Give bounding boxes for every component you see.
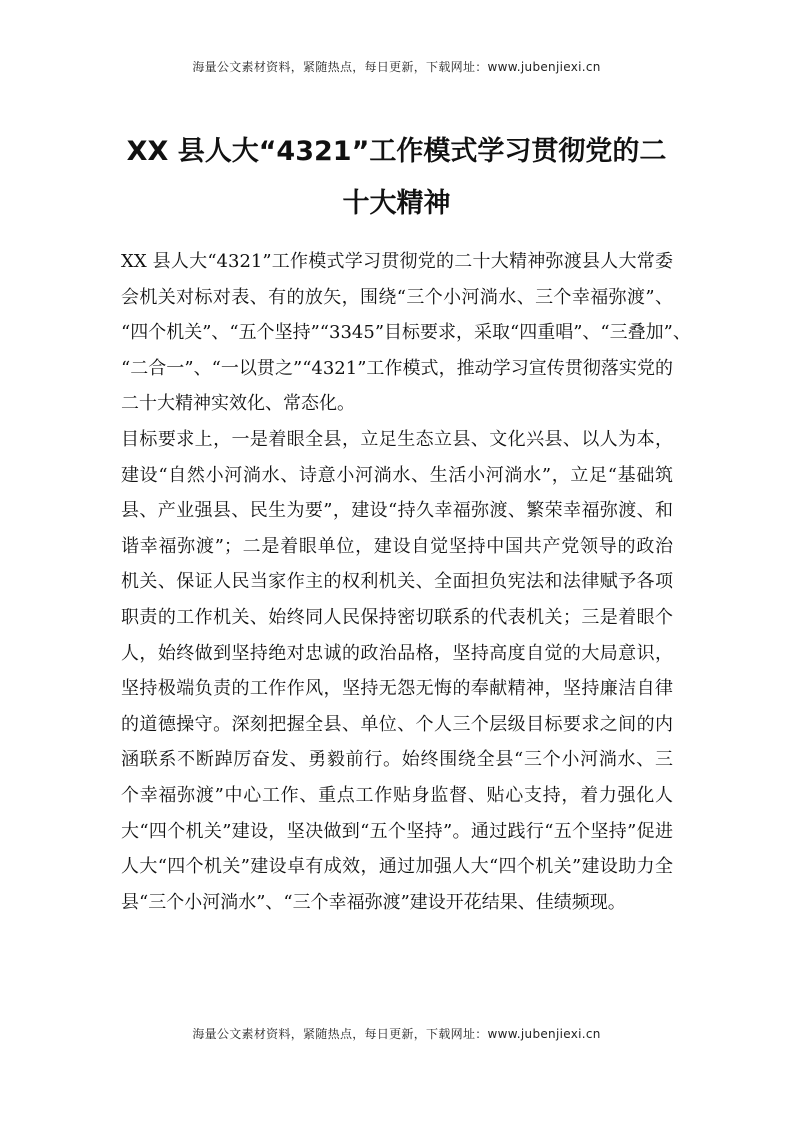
paragraph-line: 职责的工作机关、始终同人民保持密切联系的代表机关；三是着眼个 [121, 606, 673, 628]
paragraph-line: 涵联系不断踔厉奋发、勇毅前行。始终围绕全县“三个小河淌水、三 [121, 749, 673, 771]
paragraph-line: 人大“四个机关”建设卓有成效，通过加强人大“四个机关”建设助力全 [121, 856, 673, 878]
page-header [0, 58, 793, 75]
paragraph-line: 县“三个小河淌水”、“三个幸福弥渡”建设开花结果、佳绩频现。 [121, 891, 626, 913]
paragraph-line: 建设“自然小河淌水、诗意小河淌水、生活小河淌水”，立足“基础筑 [121, 464, 673, 486]
header-text: 海量公文素材资料，紧随热点，每日更新，下载网址： [192, 60, 488, 74]
paragraph-line: “二合一”、“一以贯之”“4321”工作模式，推动学习宣传贯彻落实党的 [121, 357, 673, 379]
paragraph-line: 坚持极端负责的工作作风，坚持无怨无悔的奉献精神，坚持廉洁自律 [121, 678, 673, 700]
paragraph-line: 谐幸福弥渡”；二是着眼单位，建设自觉坚持中国共产党领导的政治 [121, 535, 673, 557]
paragraph-line: XX 县人大“4321”工作模式学习贯彻党的二十大精神弥渡县人大常委 [121, 251, 673, 272]
paragraph-line: 二十大精神实效化、常态化。 [121, 393, 355, 415]
paragraph-line: 目标要求上，一是着眼全县，立足生态立县、文化兴县、以人为本， [121, 428, 673, 450]
paragraph-line: 机关、保证人民当家作主的权利机关、全面担负宪法和法律赋予各项 [121, 571, 673, 593]
paragraph-line: 个幸福弥渡”中心工作、重点工作贴身监督、贴心支持，着力强化人 [121, 784, 673, 806]
paragraph-line: 会机关对标对表、有的放矢，围绕“三个小河淌水、三个幸福弥渡”、 [121, 286, 673, 308]
document-body [121, 244, 691, 920]
paragraph-line: 县、产业强县、民生为要”，建设“持久幸福弥渡、繁荣幸福弥渡、和 [121, 500, 673, 522]
header-url: www.jubenjiexi.cn [487, 60, 601, 74]
page-footer [0, 1025, 793, 1042]
paragraph-line: 人，始终做到坚持绝对忠诚的政治品格，坚持高度自觉的大局意识， [121, 642, 673, 664]
paragraph-line: 的道德操守。深刻把握全县、单位、个人三个层级目标要求之间的内 [121, 713, 673, 735]
paragraph-line: “四个机关”、“五个坚持”“3345”目标要求，采取“四重唱”、“三叠加”、 [121, 322, 691, 344]
paragraph-line: 大“四个机关”建设，坚决做到“五个坚持”。通过践行“五个坚持”促进 [121, 820, 673, 842]
title-line-2: 十大精神 [342, 188, 451, 219]
paragraph-1 [121, 244, 691, 422]
footer-text: 海量公文素材资料，紧随热点，每日更新，下载网址： [192, 1027, 488, 1041]
paragraph-2 [121, 422, 673, 920]
document-title [110, 126, 683, 230]
footer-url: www.jubenjiexi.cn [487, 1027, 601, 1041]
title-line-1: XX 县人大“4321”工作模式学习贯彻党的二 [126, 136, 667, 167]
